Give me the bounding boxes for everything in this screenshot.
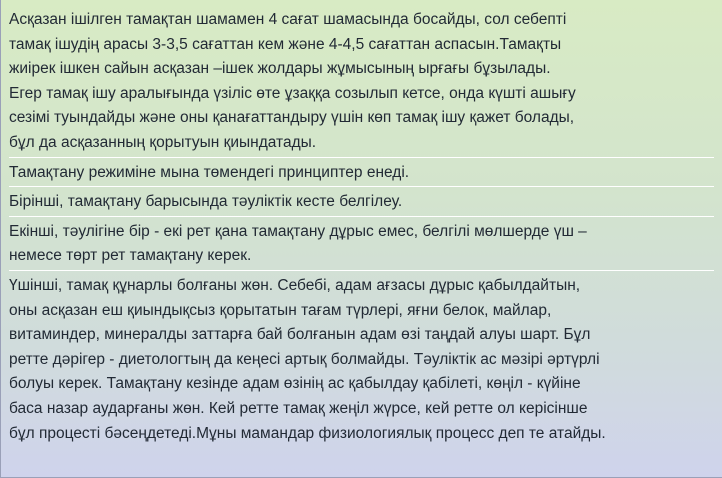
text-line: жиірек ішкен сайын асқазан –ішек жолдары жұмысының ырғағы бұзылады. (9, 60, 551, 78)
paragraph-intro (9, 0, 714, 158)
text-line: ретте дәрігер - диетологтың да кеңесі артық болмайды. Тәуліктік ас мәзірі әртүрлі (9, 350, 600, 368)
paragraph-second-principle (9, 217, 714, 271)
paragraph-regime-principles (9, 158, 714, 188)
text-line: Тамақтану режиміне мына төмендегі принциптер енеді. (9, 163, 410, 181)
paragraph-third-principle (9, 271, 714, 446)
text-line: Үшінші, тамақ құнарлы болғаны жөн. Себебі, адам ағзасы дұрыс қабылдайтын, (9, 276, 581, 294)
paragraph-first-principle (9, 187, 714, 217)
text-line: бұл процесті бәсеңдетеді.Мұны мамандар физиологиялық процесс деп те атайды. (9, 424, 606, 442)
text-line: оны асқазан еш қиындықсыз қорытатын тағам түрлері, яғни белок, майлар, (9, 301, 552, 319)
text-line: Бірінші, тамақтану барысында тәуліктік кесте белгілеу. (9, 193, 403, 211)
text-line: Екінші, тәулігіне бір - екі рет қана тамақтану дұрыс емес, белгілі мөлшерде үш – (9, 222, 587, 240)
text-line: витаминдер, минералды заттарға бай болғанын адам өзі таңдай алуы шарт. Бұл (9, 326, 591, 344)
text-line: болуы керек. Тамақтану кезінде адам өзінің ас қабылдау қабілеті, көңіл - күйіне (9, 375, 581, 393)
text-line: бұл да асқазанның қорытуын қиындатады. (9, 133, 317, 151)
text-line: немесе төрт рет тамақтану керек. (9, 247, 252, 265)
text-line: тамақ ішудің арасы 3-3,5 сағаттан кем және 4-4,5 сағаттан аспасын.Тамақты (9, 35, 562, 53)
text-line: баса назар аударғаны жөн. Кей ретте тамақ жеңіл жүрсе, кей ретте ол керісінше (9, 399, 588, 417)
text-line: сезімі туындайды және оны қанағаттандыру үшін көп тамақ ішу қажет болады, (9, 109, 575, 127)
text-line: Асқазан ішілген тамақтан шамамен 4 сағат шамасында босайды, сол себепті (9, 11, 567, 28)
text-line: Егер тамақ ішу аралығында үзіліс өте ұзаққа созылып кетсе, онда күшті ашығу (9, 84, 576, 102)
